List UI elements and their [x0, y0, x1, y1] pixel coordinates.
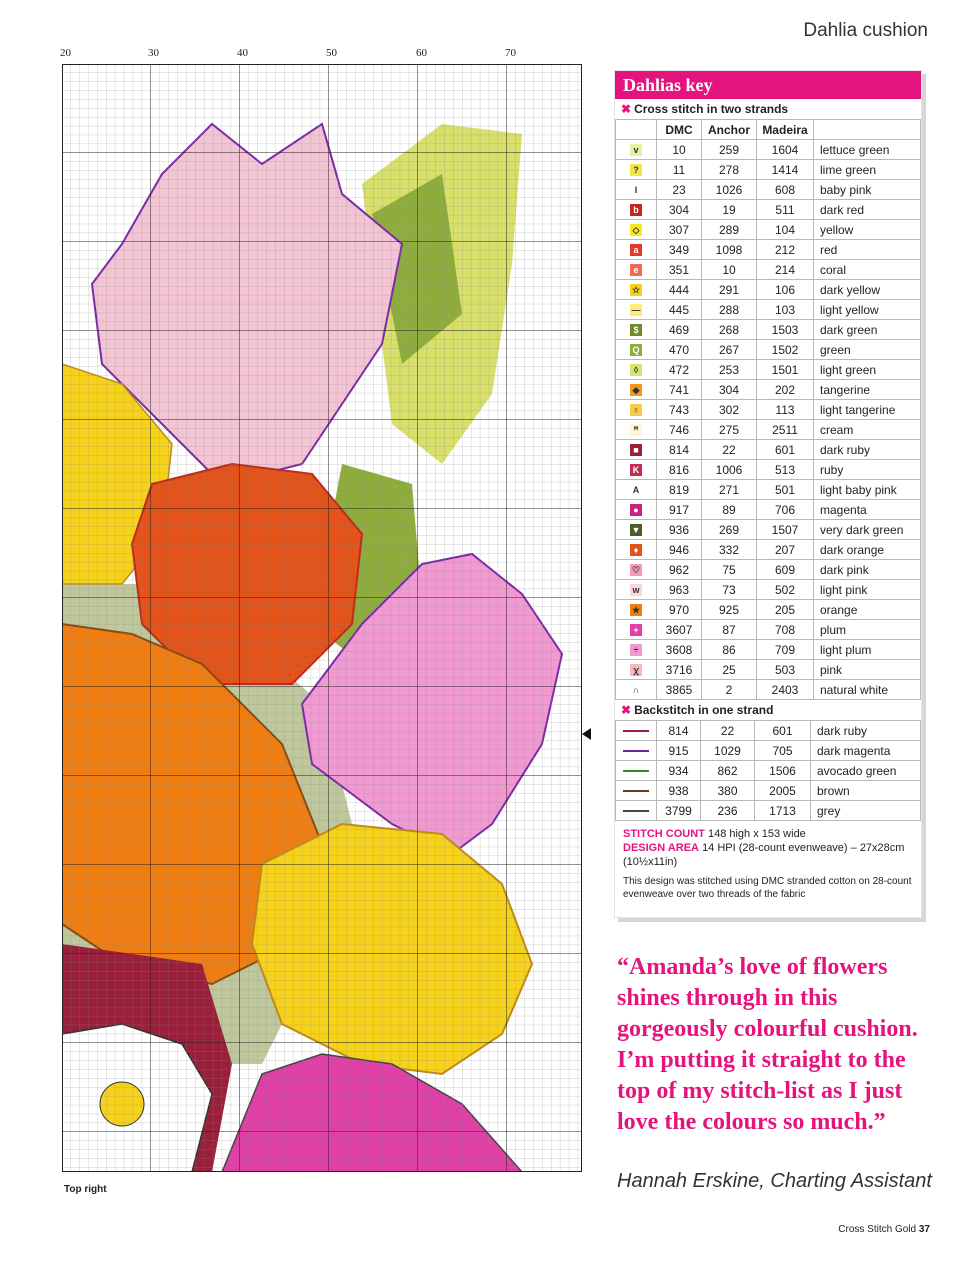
- key-row: [616, 180, 921, 200]
- key-row: [616, 300, 921, 320]
- madeira-cell: 601: [757, 440, 814, 460]
- symbol-cell: [616, 180, 657, 200]
- symbol-cell: [616, 360, 657, 380]
- anchor-cell: 267: [702, 340, 757, 360]
- backstitch-line-icon: [623, 810, 649, 812]
- dmc-cell: 746: [657, 420, 702, 440]
- key-row: [616, 360, 921, 380]
- dmc-cell: 304: [657, 200, 702, 220]
- magazine-name: Cross Stitch Gold: [838, 1224, 917, 1235]
- stitch-symbol-icon: K: [630, 464, 642, 476]
- stitch-symbol-icon: ꟸ: [630, 424, 642, 436]
- anchor-cell: 259: [702, 140, 757, 160]
- stitch-symbol-icon: w: [630, 584, 642, 596]
- madeira-cell: 511: [757, 200, 814, 220]
- dmc-cell: 962: [657, 560, 702, 580]
- madeira-cell: 1503: [757, 320, 814, 340]
- key-row: [616, 420, 921, 440]
- key-row: [616, 580, 921, 600]
- key-row: [616, 560, 921, 580]
- dmc-cell: 11: [657, 160, 702, 180]
- colour-name-cell: light baby pink: [814, 480, 921, 500]
- stitch-symbol-icon: a: [630, 244, 642, 256]
- symbol-cell: [616, 400, 657, 420]
- symbol-cell: [616, 580, 657, 600]
- symbol-cell: [616, 640, 657, 660]
- stitch-symbol-icon: ♡: [631, 565, 641, 576]
- cross-stitch-heading-text: Cross stitch in two strands: [634, 102, 789, 116]
- anchor-cell: 380: [701, 781, 755, 801]
- madeira-header: Madeira: [757, 120, 814, 140]
- anchor-cell: 289: [702, 220, 757, 240]
- madeira-cell: 1506: [755, 761, 811, 781]
- dmc-cell: 444: [657, 280, 702, 300]
- symbol-cell: [616, 520, 657, 540]
- symbol-cell: [616, 140, 657, 160]
- madeira-cell: 113: [757, 400, 814, 420]
- dmc-cell: 915: [657, 741, 701, 761]
- symbol-cell: [616, 781, 657, 801]
- madeira-cell: 1507: [757, 520, 814, 540]
- chart-caption: Top right: [64, 1184, 107, 1195]
- anchor-cell: 275: [702, 420, 757, 440]
- anchor-cell: 73: [702, 580, 757, 600]
- stitch-symbol-icon: A: [630, 484, 642, 496]
- key-row: [616, 240, 921, 260]
- colour-name-cell: cream: [814, 420, 921, 440]
- dmc-cell: 946: [657, 540, 702, 560]
- colour-name-cell: light green: [814, 360, 921, 380]
- anchor-cell: 25: [702, 660, 757, 680]
- column-number: 20: [60, 47, 71, 59]
- backstitch-row: [616, 741, 921, 761]
- madeira-cell: 205: [757, 600, 814, 620]
- anchor-cell: 19: [702, 200, 757, 220]
- dmc-cell: 3865: [657, 680, 702, 700]
- stitch-symbol-icon: ◆: [630, 384, 642, 396]
- key-row: [616, 260, 921, 280]
- stitch-symbol-icon: e: [630, 264, 642, 276]
- key-row: [616, 200, 921, 220]
- colour-name-cell: green: [814, 340, 921, 360]
- symbol-cell: [616, 220, 657, 240]
- key-row: [616, 460, 921, 480]
- dmc-cell: 934: [657, 761, 701, 781]
- stitch-symbol-icon: ☆: [631, 285, 641, 296]
- dmc-cell: 814: [657, 440, 702, 460]
- stitch-symbol-icon: —: [631, 305, 641, 316]
- cross-stitch-heading: [615, 99, 921, 119]
- key-row: [616, 320, 921, 340]
- design-area-value: 14 HPI (28-count evenweave) – 27x28cm (10½x11in): [623, 842, 905, 868]
- cross-stitch-table: [615, 119, 921, 700]
- stitch-symbol-icon: ÷: [630, 644, 642, 656]
- stitch-symbol-icon: ◇: [630, 224, 642, 236]
- colour-name-header: [814, 120, 921, 140]
- backstitch-row: [616, 781, 921, 801]
- backstitch-row: [616, 721, 921, 741]
- anchor-cell: 278: [702, 160, 757, 180]
- anchor-cell: 89: [702, 500, 757, 520]
- anchor-cell: 2: [702, 680, 757, 700]
- symbol-cell: [616, 500, 657, 520]
- key-row: [616, 600, 921, 620]
- madeira-cell: 709: [757, 640, 814, 660]
- colour-name-cell: coral: [814, 260, 921, 280]
- colour-name-cell: grey: [811, 801, 921, 821]
- colour-name-cell: magenta: [814, 500, 921, 520]
- key-row: [616, 480, 921, 500]
- pull-quote: “Amanda’s love of flowers shines through in this gorgeously colourful cushion. I’m putting it straight to the top of my stitch-list as I just love the colours so much.”: [617, 954, 918, 1135]
- stitch-note: This design was stitched using DMC stranded cotton on 28-count evenweave over two threads of the fabric: [623, 876, 912, 900]
- anchor-cell: 268: [702, 320, 757, 340]
- stitch-symbol-icon: $: [630, 324, 642, 336]
- colour-name-cell: ruby: [814, 460, 921, 480]
- symbol-header: [616, 120, 657, 140]
- madeira-cell: 212: [757, 240, 814, 260]
- dmc-cell: 470: [657, 340, 702, 360]
- colour-name-cell: lime green: [814, 160, 921, 180]
- colour-name-cell: light yellow: [814, 300, 921, 320]
- madeira-cell: 207: [757, 540, 814, 560]
- madeira-cell: 1713: [755, 801, 811, 821]
- key-row: [616, 440, 921, 460]
- madeira-cell: 2403: [757, 680, 814, 700]
- dmc-cell: 936: [657, 520, 702, 540]
- dmc-cell: 3607: [657, 620, 702, 640]
- symbol-cell: [616, 660, 657, 680]
- stitch-symbol-icon: ?: [630, 164, 642, 176]
- anchor-cell: 1029: [701, 741, 755, 761]
- key-panel: [614, 70, 922, 918]
- key-row: [616, 140, 921, 160]
- anchor-cell: 22: [701, 721, 755, 741]
- anchor-cell: 1026: [702, 180, 757, 200]
- anchor-cell: 332: [702, 540, 757, 560]
- stitch-symbol-icon: v: [630, 144, 642, 156]
- madeira-cell: 106: [757, 280, 814, 300]
- key-row: [616, 540, 921, 560]
- colour-name-cell: lettuce green: [814, 140, 921, 160]
- stitch-symbol-icon: b: [630, 204, 642, 216]
- stitch-symbol-icon: I: [630, 184, 642, 196]
- colour-name-cell: dark red: [814, 200, 921, 220]
- anchor-cell: 291: [702, 280, 757, 300]
- madeira-cell: 502: [757, 580, 814, 600]
- symbol-cell: [616, 380, 657, 400]
- colour-name-cell: dark yellow: [814, 280, 921, 300]
- dmc-cell: 917: [657, 500, 702, 520]
- anchor-cell: 87: [702, 620, 757, 640]
- backstitch-line-icon: [623, 730, 649, 732]
- key-row: [616, 220, 921, 240]
- dmc-cell: 472: [657, 360, 702, 380]
- colour-name-cell: light pink: [814, 580, 921, 600]
- column-number: 70: [505, 47, 516, 59]
- stitch-count: [623, 827, 913, 841]
- dmc-header: DMC: [657, 120, 702, 140]
- symbol-cell: [616, 280, 657, 300]
- anchor-cell: 253: [702, 360, 757, 380]
- madeira-cell: 501: [757, 480, 814, 500]
- symbol-cell: [616, 741, 657, 761]
- anchor-header: Anchor: [702, 120, 757, 140]
- anchor-cell: 925: [702, 600, 757, 620]
- colour-name-cell: natural white: [814, 680, 921, 700]
- anchor-cell: 304: [702, 380, 757, 400]
- column-numbers: [0, 47, 600, 61]
- madeira-cell: 608: [757, 180, 814, 200]
- symbol-cell: [616, 480, 657, 500]
- dmc-cell: 743: [657, 400, 702, 420]
- colour-name-cell: dark orange: [814, 540, 921, 560]
- dmc-cell: 741: [657, 380, 702, 400]
- colour-name-cell: plum: [814, 620, 921, 640]
- key-row: [616, 340, 921, 360]
- symbol-cell: [616, 340, 657, 360]
- backstitch-line-icon: [623, 750, 649, 752]
- stitch-symbol-icon: ◊: [630, 364, 642, 376]
- backstitch-row: [616, 761, 921, 781]
- design-area-label: DESIGN AREA: [623, 842, 699, 854]
- dmc-cell: 3608: [657, 640, 702, 660]
- stitch-symbol-icon: ♦: [630, 544, 642, 556]
- anchor-cell: 10: [702, 260, 757, 280]
- madeira-cell: 1501: [757, 360, 814, 380]
- madeira-cell: 708: [757, 620, 814, 640]
- stitch-count-value: 148 high x 153 wide: [707, 828, 806, 840]
- column-number: 50: [326, 47, 337, 59]
- backstitch-line-icon: [623, 770, 649, 772]
- anchor-cell: 236: [701, 801, 755, 821]
- madeira-cell: 214: [757, 260, 814, 280]
- colour-name-cell: tangerine: [814, 380, 921, 400]
- symbol-cell: [616, 620, 657, 640]
- madeira-cell: 1604: [757, 140, 814, 160]
- backstitch-table: [615, 720, 921, 821]
- backstitch-line-icon: [623, 790, 649, 792]
- anchor-cell: 271: [702, 480, 757, 500]
- page-footer: [838, 1224, 930, 1235]
- column-number: 60: [416, 47, 427, 59]
- madeira-cell: 104: [757, 220, 814, 240]
- symbol-cell: [616, 260, 657, 280]
- dmc-cell: 445: [657, 300, 702, 320]
- cross-icon: ✖: [621, 703, 632, 717]
- cross-icon: ✖: [621, 102, 632, 116]
- stitch-symbol-icon: ■: [630, 444, 642, 456]
- colour-name-cell: baby pink: [814, 180, 921, 200]
- backstitch-row: [616, 801, 921, 821]
- colour-name-cell: yellow: [814, 220, 921, 240]
- stitch-symbol-icon: ▼: [631, 525, 641, 536]
- key-row: [616, 620, 921, 640]
- colour-name-cell: avocado green: [811, 761, 921, 781]
- centre-marker-arrow-icon: [582, 728, 591, 740]
- dmc-cell: 3799: [657, 801, 701, 821]
- symbol-cell: [616, 440, 657, 460]
- anchor-cell: 75: [702, 560, 757, 580]
- colour-name-cell: brown: [811, 781, 921, 801]
- stitch-symbol-icon: ★: [631, 605, 641, 616]
- stitch-stats: [615, 821, 921, 901]
- dmc-cell: 970: [657, 600, 702, 620]
- madeira-cell: 609: [757, 560, 814, 580]
- column-number: 30: [148, 47, 159, 59]
- stitch-symbol-icon: +: [630, 624, 642, 636]
- column-number: 40: [237, 47, 248, 59]
- colour-name-cell: light plum: [814, 640, 921, 660]
- symbol-cell: [616, 200, 657, 220]
- dmc-cell: 469: [657, 320, 702, 340]
- dmc-cell: 963: [657, 580, 702, 600]
- anchor-cell: 862: [701, 761, 755, 781]
- symbol-cell: [616, 680, 657, 700]
- symbol-cell: [616, 560, 657, 580]
- key-row: [616, 400, 921, 420]
- chart-grid: [62, 64, 582, 1172]
- dmc-cell: 816: [657, 460, 702, 480]
- key-row: [616, 660, 921, 680]
- symbol-cell: [616, 600, 657, 620]
- page-number: 37: [918, 1224, 930, 1235]
- anchor-cell: 288: [702, 300, 757, 320]
- backstitch-heading-text: Backstitch in one strand: [634, 703, 774, 717]
- symbol-cell: [616, 540, 657, 560]
- stitch-symbol-icon: ∩: [630, 684, 642, 696]
- madeira-cell: 2005: [755, 781, 811, 801]
- dmc-cell: 3716: [657, 660, 702, 680]
- colour-name-cell: red: [814, 240, 921, 260]
- dmc-cell: 23: [657, 180, 702, 200]
- anchor-cell: 22: [702, 440, 757, 460]
- colour-name-cell: dark pink: [814, 560, 921, 580]
- madeira-cell: 601: [755, 721, 811, 741]
- symbol-cell: [616, 801, 657, 821]
- madeira-cell: 706: [757, 500, 814, 520]
- key-row: [616, 680, 921, 700]
- dmc-cell: 349: [657, 240, 702, 260]
- backstitch-heading: [615, 700, 921, 720]
- symbol-cell: [616, 160, 657, 180]
- key-row: [616, 380, 921, 400]
- stitch-count-label: STITCH COUNT: [623, 828, 705, 840]
- key-row: [616, 640, 921, 660]
- madeira-cell: 513: [757, 460, 814, 480]
- madeira-cell: 202: [757, 380, 814, 400]
- colour-name-cell: dark magenta: [811, 741, 921, 761]
- page-title: Dahlia cushion: [803, 20, 928, 41]
- colour-name-cell: dark ruby: [811, 721, 921, 741]
- dmc-cell: 819: [657, 480, 702, 500]
- anchor-cell: 86: [702, 640, 757, 660]
- stitch-symbol-icon: ●: [630, 504, 642, 516]
- design-area: [623, 841, 913, 869]
- symbol-cell: [616, 721, 657, 741]
- symbol-cell: [616, 420, 657, 440]
- colour-name-cell: pink: [814, 660, 921, 680]
- stitch-symbol-icon: Q: [630, 344, 642, 356]
- anchor-cell: 269: [702, 520, 757, 540]
- stitch-symbol-icon: ♀: [630, 404, 642, 416]
- anchor-cell: 1098: [702, 240, 757, 260]
- symbol-cell: [616, 460, 657, 480]
- colour-name-cell: light tangerine: [814, 400, 921, 420]
- colour-name-cell: dark ruby: [814, 440, 921, 460]
- dmc-cell: 814: [657, 721, 701, 741]
- dmc-cell: 10: [657, 140, 702, 160]
- madeira-cell: 103: [757, 300, 814, 320]
- dmc-cell: 351: [657, 260, 702, 280]
- table-header-row: [616, 120, 921, 140]
- symbol-cell: [616, 300, 657, 320]
- symbol-cell: [616, 761, 657, 781]
- dmc-cell: 307: [657, 220, 702, 240]
- key-row: [616, 160, 921, 180]
- dmc-cell: 938: [657, 781, 701, 801]
- madeira-cell: 1502: [757, 340, 814, 360]
- key-title: Dahlias key: [615, 71, 921, 99]
- madeira-cell: 1414: [757, 160, 814, 180]
- colour-name-cell: orange: [814, 600, 921, 620]
- colour-name-cell: very dark green: [814, 520, 921, 540]
- quote-attribution: Hannah Erskine, Charting Assistant: [617, 1170, 932, 1192]
- key-row: [616, 500, 921, 520]
- symbol-cell: [616, 320, 657, 340]
- cross-stitch-chart: [62, 64, 582, 1172]
- madeira-cell: 705: [755, 741, 811, 761]
- key-row: [616, 280, 921, 300]
- anchor-cell: 1006: [702, 460, 757, 480]
- madeira-cell: 2511: [757, 420, 814, 440]
- key-row: [616, 520, 921, 540]
- colour-name-cell: dark green: [814, 320, 921, 340]
- stitch-symbol-icon: ꭓ: [630, 664, 642, 676]
- madeira-cell: 503: [757, 660, 814, 680]
- anchor-cell: 302: [702, 400, 757, 420]
- symbol-cell: [616, 240, 657, 260]
